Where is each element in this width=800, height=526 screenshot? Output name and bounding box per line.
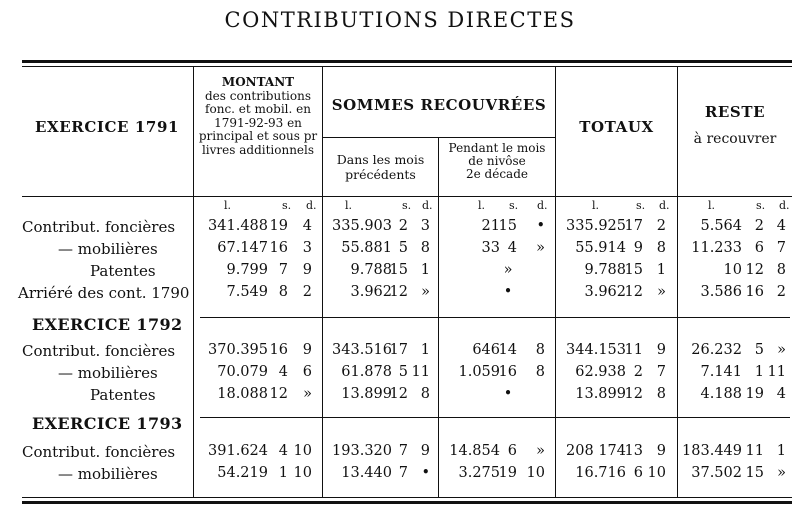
table-cell: 2 [302, 284, 312, 300]
section-rule-1792 [200, 317, 790, 318]
table-cell: 8 [420, 386, 430, 402]
table-cell: 19 [745, 386, 764, 402]
unit-label: d. [659, 199, 670, 212]
table-cell: 4.188 [700, 386, 742, 402]
table-cell: 343.516 [332, 342, 392, 358]
table-cell: 8 [656, 386, 666, 402]
table-cell: 8 [776, 262, 786, 278]
table-cell: • [503, 284, 513, 300]
col-sep-2 [322, 67, 323, 497]
row-label: Patentes [90, 386, 156, 404]
table-cell: 15 [745, 465, 764, 481]
unit-label: l. [224, 199, 232, 212]
unit-label: d. [422, 199, 433, 212]
montant-line-3: fonc. et mobil. en [205, 102, 311, 116]
table-cell: » [777, 342, 786, 358]
table-cell: 13.440 [341, 465, 392, 481]
unit-label: s. [282, 199, 292, 212]
table-cell: 3 [420, 218, 430, 234]
page-title: CONTRIBUTIONS DIRECTES [224, 8, 576, 32]
section-title: EXERCICE 1793 [32, 414, 183, 433]
header-montant [194, 76, 322, 157]
table-cell: 12 [389, 386, 408, 402]
table-cell: 3.962 [350, 284, 392, 300]
table-cell: 7 [656, 364, 666, 380]
table-cell: 1 [420, 342, 430, 358]
table-cell: 9.788 [584, 262, 626, 278]
table-cell: 37.502 [691, 465, 742, 481]
pendant-line-3: 2e décade [466, 167, 528, 181]
table-cell: 6 [633, 465, 643, 481]
table-cell: 335.903 [332, 218, 392, 234]
table-cell: 1 [420, 262, 430, 278]
table-cell: 193.320 [332, 443, 392, 459]
header-totaux: TOTAUX [579, 118, 654, 136]
table-cell: 21 [481, 218, 500, 234]
unit-label: l. [478, 199, 486, 212]
table-cell: 19 [498, 465, 517, 481]
table-cell: 10 [723, 262, 742, 278]
table-cell: 4 [278, 443, 288, 459]
table-cell: 8 [535, 342, 545, 358]
table-cell: » [657, 284, 666, 300]
unit-label: s. [636, 199, 646, 212]
table-cell: 17 [624, 218, 643, 234]
montant-line-4: 1791-92-93 en [214, 115, 302, 130]
table-cell: 62.938 [575, 364, 626, 380]
table-cell: » [421, 284, 430, 300]
table-cell: 11.233 [691, 240, 742, 256]
table-cell: 12 [624, 386, 643, 402]
table-cell: 18.088 [217, 386, 268, 402]
header-sommes-recouvrees: SOMMES RECOUVRÉES [331, 96, 547, 114]
sommes-sub-rule [323, 137, 555, 138]
table-cell: 6 [754, 240, 764, 256]
table-cell: 33 [481, 240, 500, 256]
table-cell: 55.914 [575, 240, 626, 256]
table-cell: » [536, 240, 545, 256]
table-cell: 4 [302, 218, 312, 234]
table-cell: 7 [278, 262, 288, 278]
table-cell: 4 [507, 240, 517, 256]
montant-line-1: MONTANT [221, 75, 295, 89]
table-cell: 5 [398, 364, 408, 380]
table-cell: 13.899 [575, 386, 626, 402]
montant-line-2: des contributions [204, 88, 311, 103]
table-cell: 10 [293, 465, 312, 481]
table-cell: 16 [745, 284, 764, 300]
table-cell: 16 [269, 342, 288, 358]
table-cell: 9 [656, 443, 666, 459]
table-cell: 15 [624, 262, 643, 278]
top-rule-thick [22, 60, 792, 63]
bottom-rule-thin [22, 497, 792, 498]
table-cell: 17 [389, 342, 408, 358]
table-cell: 4 [776, 218, 786, 234]
unit-label: l. [592, 199, 600, 212]
table-cell: 9 [302, 342, 312, 358]
table-cell: 14 [498, 342, 517, 358]
row-label: Contribut. foncières [22, 443, 176, 461]
table-cell: 2 [754, 218, 764, 234]
table-cell: 7.549 [226, 284, 268, 300]
table-cell: 10 [293, 443, 312, 459]
table-cell: 1.059 [458, 364, 500, 380]
table-cell: 5 [754, 342, 764, 358]
table-cell: 9 [633, 240, 643, 256]
table-cell: 7 [398, 443, 408, 459]
table-cell: 5 [398, 240, 408, 256]
table-cell: 16 [269, 240, 288, 256]
table-cell: • [421, 465, 430, 481]
table-cell: 55.881 [341, 240, 392, 256]
table-cell: 2 [776, 284, 786, 300]
table-cell: » [777, 465, 786, 481]
table-cell: 3.962 [584, 284, 626, 300]
table-cell: 16 [498, 364, 517, 380]
table-cell: 4 [776, 386, 786, 402]
header-reste-sub: à recouvrer [693, 131, 777, 147]
header-reste: RESTE [704, 103, 766, 121]
table-cell: » [536, 443, 545, 459]
table-cell: 3.586 [700, 284, 742, 300]
unit-label: l. [708, 199, 716, 212]
table-cell: 1 [754, 364, 764, 380]
section-title: EXERCICE 1792 [32, 315, 183, 334]
table-cell: 8 [656, 240, 666, 256]
table-cell: 9 [656, 342, 666, 358]
montant-line-5: principal et sous pr [198, 129, 318, 143]
table-cell: 2 [398, 218, 408, 234]
table-cell: 26.232 [691, 342, 742, 358]
unit-label: s. [509, 199, 519, 212]
row-label: — mobilières [58, 240, 158, 258]
unit-label: s. [756, 199, 766, 212]
table-cell: 1 [776, 443, 786, 459]
table-cell: 6 [507, 443, 517, 459]
table-cell: 8 [535, 364, 545, 380]
header-exercice-1791: EXERCICE 1791 [34, 118, 180, 136]
pendant-line-1: Pendant le mois [448, 141, 546, 155]
table-cell: 370.395 [208, 342, 268, 358]
table-cell: 8 [278, 284, 288, 300]
table-cell: 4 [278, 364, 288, 380]
table-cell: 11 [745, 443, 764, 459]
table-cell: 335.925 [566, 218, 626, 234]
table-cell: 391.624 [208, 443, 268, 459]
dans-line-2: précédents [345, 167, 416, 182]
table-cell: 9 [302, 262, 312, 278]
table-cell: 11 [767, 364, 786, 380]
table-cell: » [303, 386, 312, 402]
table-cell: 54.219 [217, 465, 268, 481]
row-label: — mobilières [58, 465, 158, 483]
table-cell: 11 [411, 364, 430, 380]
table-cell: 3.275 [458, 465, 500, 481]
table-cell: 5.564 [700, 218, 742, 234]
table-cell: 12 [389, 284, 408, 300]
section-rule-1793 [200, 417, 790, 418]
table-cell: 344.153 [566, 342, 626, 358]
table-cell: 646 [472, 342, 500, 358]
table-cell: 11 [624, 342, 643, 358]
table-cell: 16.716 [575, 465, 626, 481]
table-cell: 12 [269, 386, 288, 402]
table-cell: 8 [420, 240, 430, 256]
row-label: Arriéré des cont. 1790 [18, 284, 190, 302]
table-cell: 15 [389, 262, 408, 278]
table-cell: 1 [278, 465, 288, 481]
table-cell: 10 [647, 465, 666, 481]
unit-label: d. [306, 199, 317, 212]
table-cell: 15 [498, 218, 517, 234]
montant-line-6: livres additionnels [201, 142, 315, 157]
table-cell: 2 [633, 364, 643, 380]
unit-label: s. [402, 199, 412, 212]
table-cell: 67.147 [217, 240, 268, 256]
table-cell: 6 [302, 364, 312, 380]
table-cell: 12 [624, 284, 643, 300]
table-cell: 13 [624, 443, 643, 459]
table-cell: 7 [776, 240, 786, 256]
header-dans-les-mois [323, 152, 438, 182]
row-label: Patentes [90, 262, 156, 280]
table-cell: 1 [656, 262, 666, 278]
row-label: — mobilières [58, 364, 158, 382]
unit-label: l. [345, 199, 353, 212]
header-pendant-le-mois [439, 142, 555, 181]
bottom-rule-thick [22, 501, 792, 504]
table-cell: » [503, 262, 513, 278]
row-label: Contribut. foncières [22, 342, 176, 360]
table-cell: 7.141 [700, 364, 742, 380]
table-cell: 9.788 [350, 262, 392, 278]
col-sep-5 [677, 67, 678, 497]
table-cell: 2 [656, 218, 666, 234]
table-cell: 9 [420, 443, 430, 459]
table-cell: 3 [302, 240, 312, 256]
table-cell: 9.799 [226, 262, 268, 278]
table-cell: 19 [269, 218, 288, 234]
pendant-line-2: de nivôse [468, 154, 526, 168]
row-label: Contribut. foncières [22, 218, 176, 236]
unit-label: d. [779, 199, 790, 212]
table-cell: 13.899 [341, 386, 392, 402]
table-cell: 70.079 [217, 364, 268, 380]
table-cell: 341.488 [208, 218, 268, 234]
dans-line-1: Dans les mois [336, 152, 425, 167]
table-cell: 14.854 [449, 443, 500, 459]
table-cell: 183.449 [682, 443, 742, 459]
table-cell: 61.878 [341, 364, 392, 380]
table-cell: 10 [526, 465, 545, 481]
table-cell: • [536, 218, 545, 234]
table-cell: 208 174 [566, 443, 626, 459]
table-cell: 7 [398, 465, 408, 481]
table-cell: 12 [745, 262, 764, 278]
table-cell: • [503, 386, 513, 402]
unit-label: d. [537, 199, 548, 212]
